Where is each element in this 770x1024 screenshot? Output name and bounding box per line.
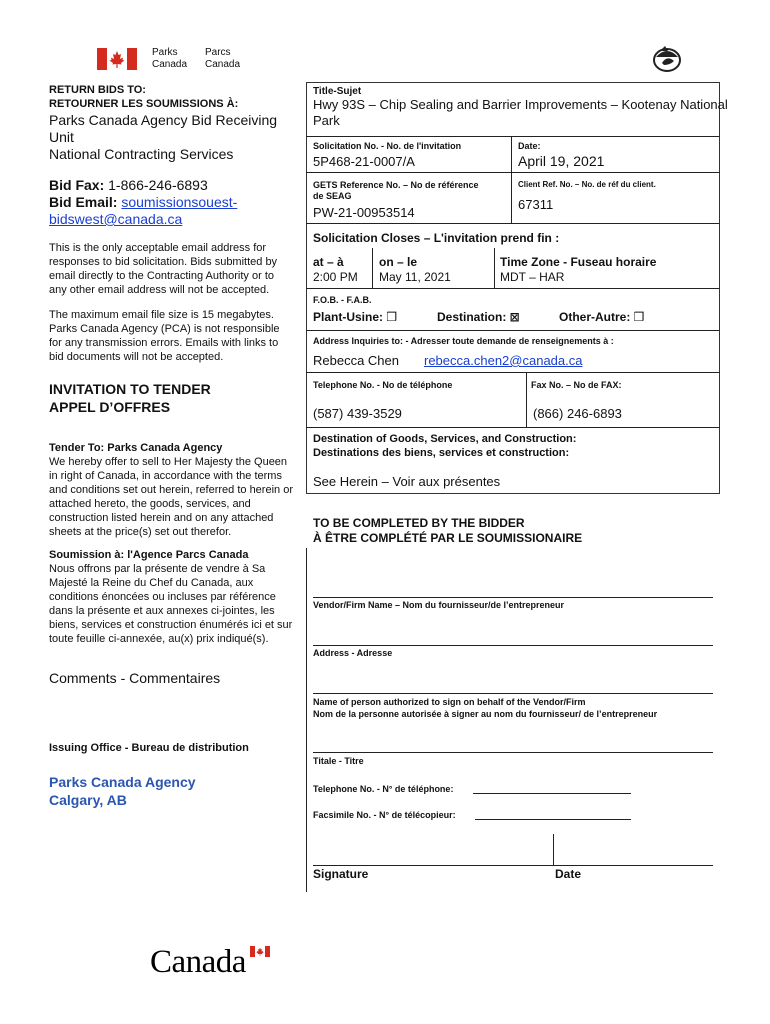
date-value: April 19, 2021	[518, 153, 605, 169]
closing-time-value: 2:00 PM	[313, 270, 358, 284]
paragraph-line: email directly to the Contracting Authority or to	[49, 270, 274, 282]
address-label: Address - Adresse	[313, 648, 393, 658]
paragraph-line: biens, services et construction énumérés ici et sur	[49, 619, 293, 631]
issuing-office-label: Issuing Office - Bureau de distribution	[49, 742, 249, 754]
contact-name: Rebecca Chen	[313, 353, 399, 368]
parks-fr-1: Parcs	[205, 47, 231, 58]
solicitation-no-label: Solicitation No. - No. de l'invitation	[313, 141, 462, 151]
contact-email-link[interactable]: rebecca.chen2@canada.ca	[424, 353, 583, 368]
authorized-person-label: Name of person authorized to sign on behalf of the Vendor/Firm	[313, 697, 586, 707]
telephone-sig-field[interactable]	[473, 793, 631, 794]
destination-checkbox[interactable]: Destination: ⊠	[437, 310, 520, 324]
destination-goods-label-fr: Destinations des biens, services et construction:	[313, 447, 570, 459]
canada-flag-icon	[97, 48, 137, 70]
issuer-city: Calgary, AB	[49, 792, 127, 808]
issuer-name: Parks Canada Agency	[49, 774, 196, 790]
plant-usine-checkbox[interactable]: Plant-Usine: ❒	[313, 310, 398, 324]
at-label: at – à	[313, 255, 344, 269]
authorized-person-field[interactable]	[313, 693, 713, 694]
tender-to-label: Tender To: Parks Canada Agency	[49, 442, 223, 454]
paragraph-line: The maximum email file size is 15 megabytes.	[49, 309, 274, 321]
paragraph-line: in right of Canada, in accordance with the terms	[49, 470, 282, 482]
on-label: on – le	[379, 255, 418, 269]
paragraph-line: Majesté la Reine du Chef du Canada, aux	[49, 577, 254, 589]
client-ref-label: Client Ref. No. – No. de réf du client.	[518, 180, 656, 189]
wordmark-flag-icon	[250, 946, 270, 957]
signature-label: Signature	[313, 867, 369, 881]
destination-goods-label: Destination of Goods, Services, and Construction:	[313, 433, 577, 445]
vendor-name-field[interactable]	[313, 597, 713, 598]
title-titre-label: Titale - Titre	[313, 756, 364, 766]
beaver-emblem-icon	[650, 43, 684, 73]
canada-wordmark-text: Canada	[150, 944, 246, 980]
parks-en-2: Canada	[152, 59, 188, 70]
paragraph-line: toute feuille ci-annexée, au(x) prix indiqué(s).	[49, 633, 269, 645]
bid-fax-label: Bid Fax:	[49, 177, 105, 193]
soumission-label: Soumission à: l'Agence Parcs Canada	[49, 549, 249, 561]
paragraph-line: Parks Canada Agency (PCA) is not responsible	[49, 323, 280, 335]
paragraph-line: and conditions set out herein, referred to herein or	[49, 484, 293, 496]
facsimile-sig-field[interactable]	[475, 819, 631, 820]
bid-email-link-part-2[interactable]: bidswest@canada.ca	[49, 211, 183, 227]
bid-email-label: Bid Email:	[49, 194, 118, 210]
paragraph-line: construction listed herein and on any attached	[49, 512, 274, 524]
file-size-paragraph	[49, 308, 280, 364]
bid-email-link-part-1[interactable]: soumissionsouest-	[121, 194, 238, 210]
date-sig-label: Date	[555, 867, 582, 881]
date-label: Date:	[518, 141, 541, 151]
see-herein-text: See Herein – Voir aux présentes	[313, 474, 501, 489]
vendor-name-label: Vendor/Firm Name – Nom du fournisseur/de l’entrepreneur	[313, 600, 565, 610]
telephone-value: (587) 439-3529	[313, 406, 402, 421]
project-title-line-2: Park	[313, 113, 340, 128]
parks-fr-2: Canada	[205, 59, 241, 70]
return-bids-label: RETURN BIDS TO:	[49, 84, 146, 96]
gets-ref-value: PW-21-00953514	[313, 205, 415, 220]
return-bids-label-fr: RETOURNER LES SOUMISSIONS À:	[49, 98, 239, 110]
gets-ref-label-1: GETS Reference No. – No de référence	[313, 180, 479, 190]
fax-label: Fax No. – No de FAX:	[531, 380, 622, 390]
address-inquiries-label: Address Inquiries to: - Adresser toute demande de renseignements à :	[313, 336, 614, 346]
paragraph-line: attached hereto, the goods, services, and	[49, 498, 251, 510]
title-label: Title-Sujet	[313, 86, 362, 97]
paragraph-line: conditions énoncées ou incluses par référence	[49, 591, 276, 603]
fax-value: (866) 246-6893	[533, 406, 622, 421]
signature-field[interactable]	[313, 865, 713, 866]
agency-unit-line-2: Unit	[49, 129, 74, 145]
parks-canada-signature	[97, 47, 257, 77]
time-zone-value: MDT – HAR	[500, 270, 565, 284]
gets-ref-label-2: de SEAG	[313, 191, 352, 201]
appel-doffres-heading: APPEL D’OFFRES	[49, 399, 171, 415]
title-field[interactable]	[313, 752, 713, 753]
paragraph-line: We hereby offer to sell to Her Majesty the Queen	[49, 456, 288, 468]
paragraph-line: This is the only acceptable email address for	[49, 242, 267, 254]
address-field[interactable]	[313, 645, 713, 646]
comments-label: Comments - Commentaires	[49, 670, 221, 686]
agency-unit-line-1: Parks Canada Agency Bid Receiving	[49, 112, 278, 128]
email-policy-paragraph	[49, 241, 277, 297]
paragraph-line: responses to bid solicitation. Bids submitted by	[49, 256, 278, 268]
fob-label: F.O.B. - F.A.B.	[313, 295, 372, 305]
client-ref-value: 67311	[518, 197, 554, 212]
authorized-person-label-fr: Nom de la personne autorisée à signer au nom du fournisseur/ de l’entrepreneur	[313, 709, 658, 719]
paragraph-line: for any transmission errors. Emails with links to	[49, 337, 279, 349]
invitation-to-tender-heading: INVITATION TO TENDER	[49, 381, 211, 397]
canada-wordmark	[150, 944, 280, 984]
closing-date-value: May 11, 2021	[379, 270, 451, 284]
paragraph-line: Nous offrons par la présente de vendre à Sa	[49, 563, 266, 575]
project-title-line-1: Hwy 93S – Chip Sealing and Barrier Improvements – Kootenay National	[313, 97, 728, 112]
paragraph-line: sheets at the price(s) set out therefor.	[49, 526, 232, 538]
solicitation-no-value: 5P468-21-0007/A	[313, 154, 415, 169]
parks-en-1: Parks	[152, 47, 178, 58]
paragraph-line: any other email address will not be accepted.	[49, 284, 270, 296]
paragraph-line: dans la présente et aux annexes ci-jointes, les	[49, 605, 275, 617]
telephone-sig-label: Telephone No. - N° de téléphone:	[313, 784, 454, 794]
other-autre-checkbox[interactable]: Other-Autre: ❒	[559, 310, 645, 324]
time-zone-label: Time Zone - Fuseau horaire	[500, 255, 657, 269]
bid-fax-value: 1-866-246-6893	[108, 177, 208, 193]
agency-unit-line-3: National Contracting Services	[49, 146, 234, 162]
facsimile-sig-label: Facsimile No. - N° de télécopieur:	[313, 810, 456, 820]
bidder-section-heading-fr: À ÊTRE COMPLÉTÉ PAR LE SOUMISSIONAIRE	[313, 531, 583, 545]
solicitation-closes-label: Solicitation Closes – L'invitation prend fin :	[313, 231, 560, 245]
paragraph-line: bid documents will not be accepted.	[49, 351, 224, 363]
telephone-label: Telephone No. - No de téléphone	[313, 380, 453, 390]
bidder-section-heading: TO BE COMPLETED BY THE BIDDER	[313, 516, 525, 530]
